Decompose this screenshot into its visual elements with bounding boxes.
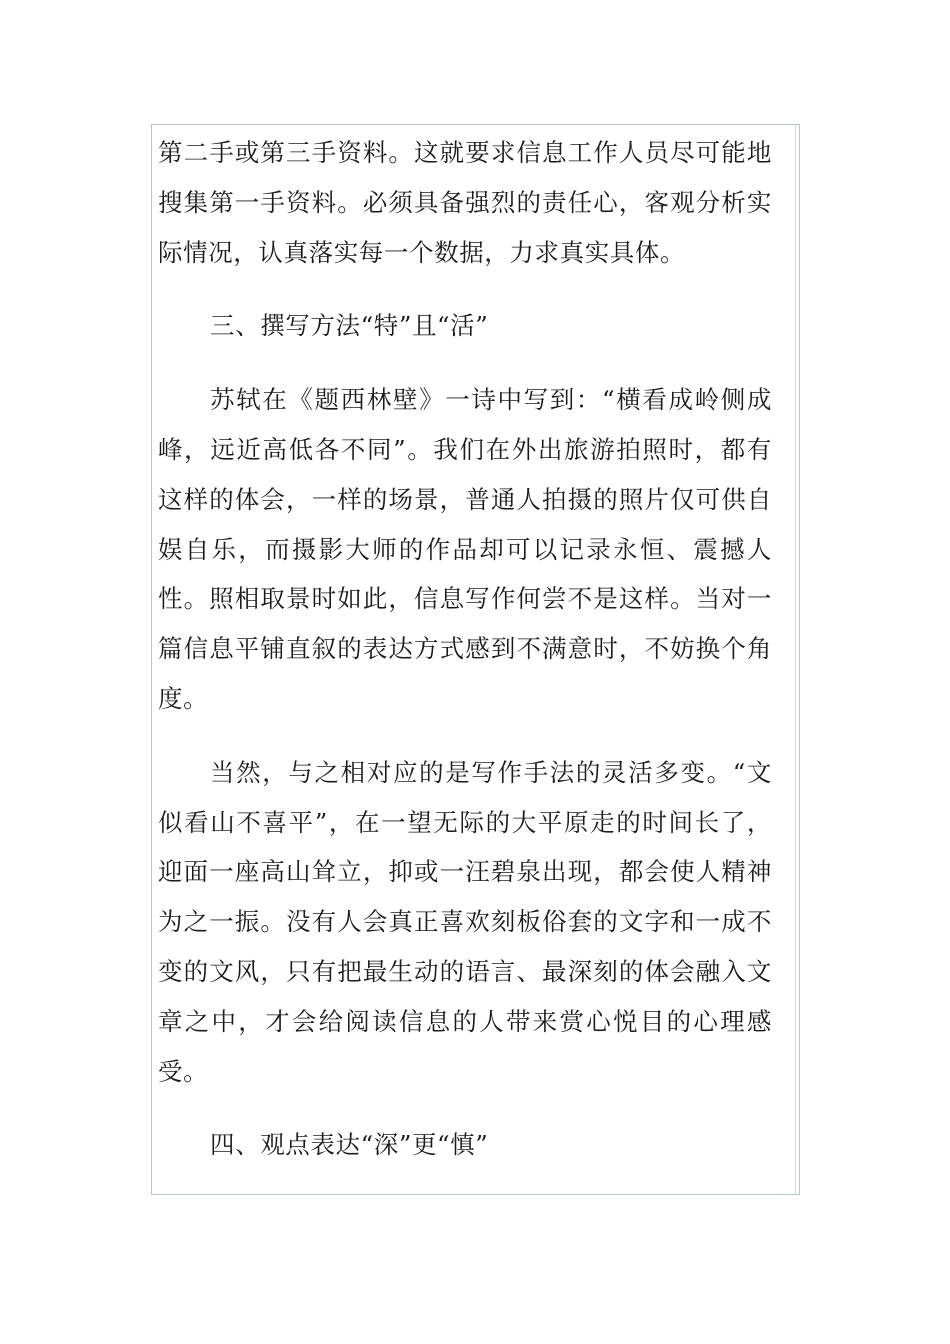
frame-edge <box>795 125 796 1194</box>
paragraph-sushi-poem: 苏轼在《题西林壁》一诗中写到：“横看成岭侧成峰，远近高低各不同”。我们在外出旅游拍照时，都有这样的体会，一样的场景，普通人拍摄的照片仅可供自娱自乐，而摄影大师的作品却可以记录永恒、震撼人性。照相取景时如此，信息写作何尝不是这样。当对一篇信息平铺直叙的表达方式感到不满意时，不妨换个角度。 <box>158 385 772 713</box>
section-heading-three: 三、撰写方法“特”且“活” <box>210 311 489 341</box>
paragraph-continuation: 第二手或第三手资料。这就要求信息工作人员尽可能地搜集第一手资料。必须具备强烈的责任心，客观分析实际情况，认真落实每一个数据，力求真实具体。 <box>158 138 772 267</box>
document-body <box>158 128 772 1170</box>
section-heading-four: 四、观点表达“深”更“慎” <box>210 1130 489 1160</box>
paragraph-writing-techniques: 当然，与之相对应的是写作手法的灵活多变。“文似看山不喜平”，在一望无际的大平原走的时间长了，迎面一座高山耸立，抑或一汪碧泉出现，都会使人精神为之一振。没有人会真正喜欢刻板俗套的文字和一成不变的文风，只有把最生动的语言、最深刻的体会融入文章之中，才会给阅读信息的人带来赏心悦目的心理感受。 <box>158 757 772 1086</box>
